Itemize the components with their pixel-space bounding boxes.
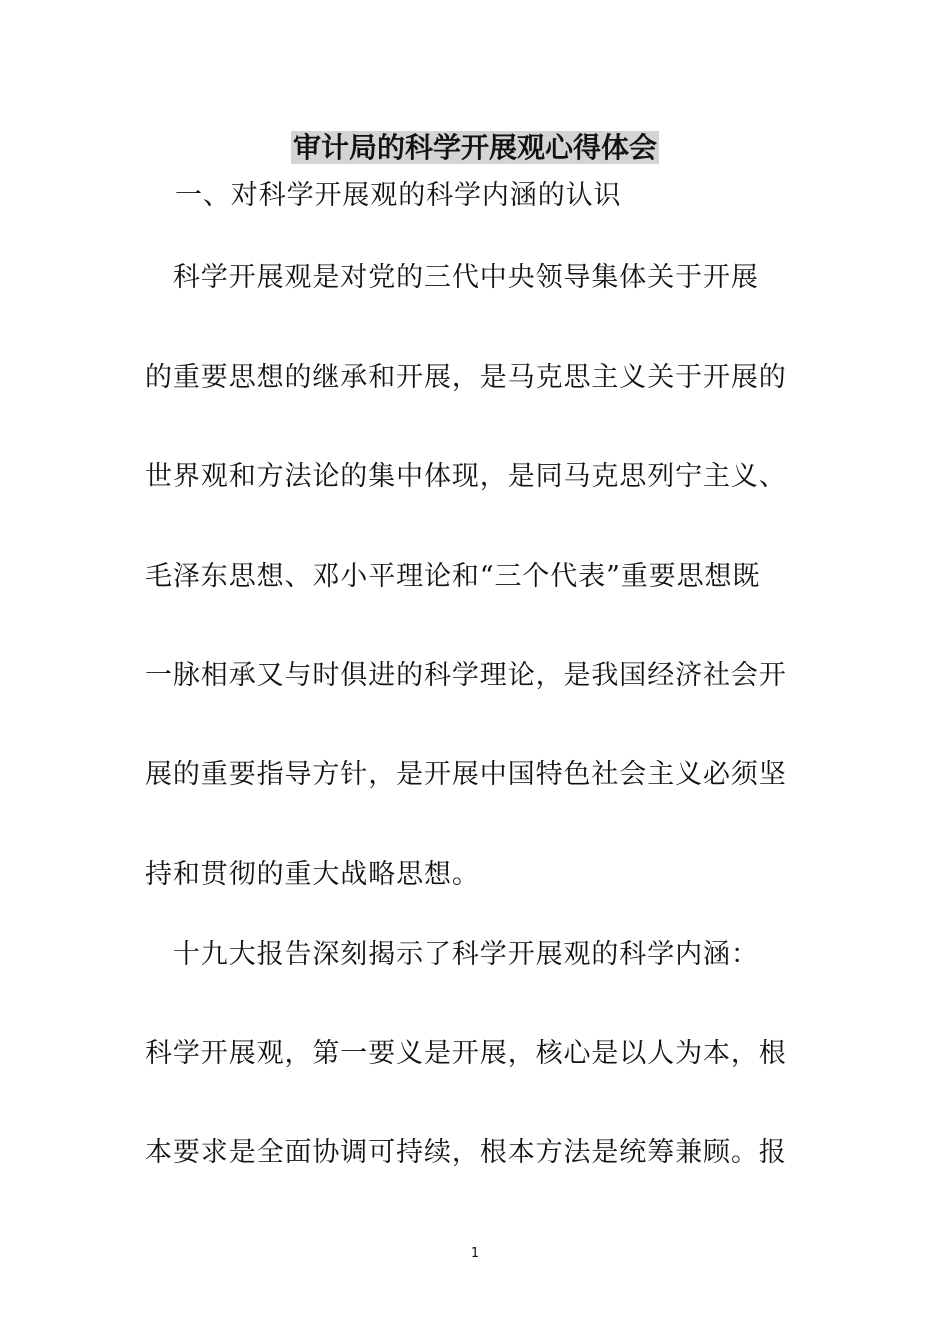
body-line: 的重要思想的继承和开展，是马克思主义关于开展的 — [145, 362, 787, 393]
body-line: 持和贯彻的重大战略思想。 — [145, 859, 480, 890]
body-line: 科学开展观是对党的三代中央领导集体关于开展 — [145, 262, 759, 293]
document-title-text: 审计局的科学开展观心得体会 — [292, 131, 657, 164]
body-line: 展的重要指导方针，是开展中国特色社会主义必须坚 — [145, 759, 787, 790]
body-line: 一脉相承又与时俱进的科学理论，是我国经济社会开 — [145, 660, 787, 691]
document-title — [0, 128, 950, 168]
section-heading: 一、对科学开展观的科学内涵的认识 — [175, 180, 622, 211]
body-line: 世界观和方法论的集中体现，是同马克思列宁主义、 — [145, 461, 787, 492]
body-line: 毛泽东思想、邓小平理论和“三个代表”重要思想既 — [145, 561, 761, 592]
body-line: 十九大报告深刻揭示了科学开展观的科学内涵： — [145, 939, 759, 970]
body-line: 科学开展观，第一要义是开展，核心是以人为本，根 — [145, 1038, 787, 1069]
page-number: 1 — [470, 1246, 480, 1261]
body-line: 本要求是全面协调可持续，根本方法是统筹兼顾。报 — [145, 1137, 787, 1168]
